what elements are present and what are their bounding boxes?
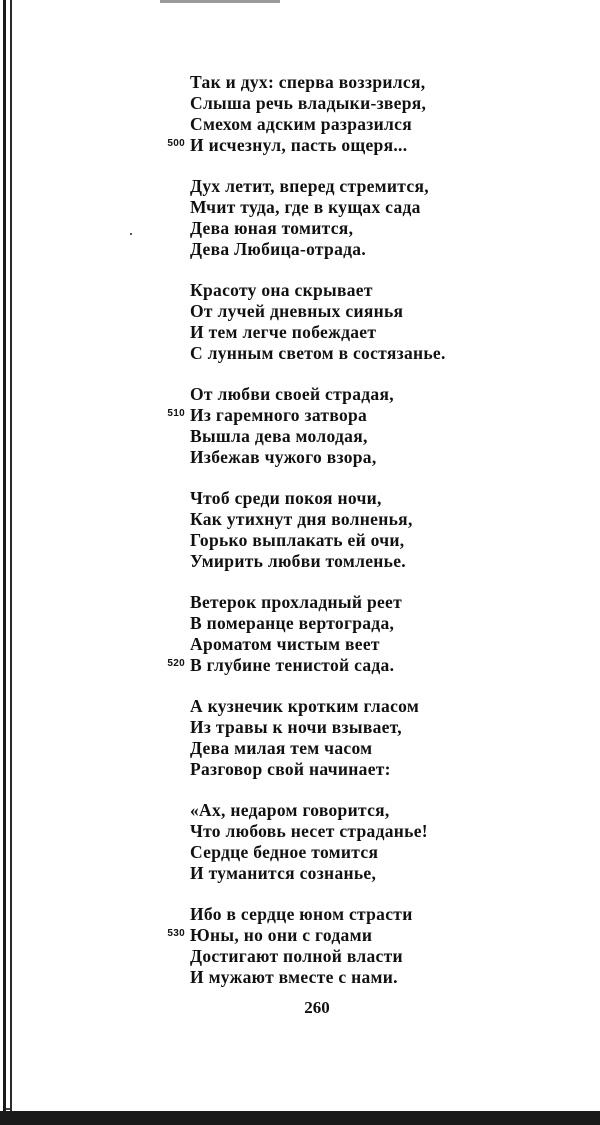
verse-line (0, 447, 600, 468)
verse-text: Дева милая тем часом (190, 738, 373, 758)
verse-text: Слыша речь владыки-зверя, (190, 93, 427, 113)
line-number: 500 (167, 138, 185, 149)
verse-line (0, 904, 600, 925)
stanza (0, 176, 600, 260)
verse-text: А кузнечик кротким гласом (190, 696, 420, 716)
verse-line (0, 863, 600, 884)
verse-line (0, 759, 600, 780)
verse-line (0, 280, 600, 301)
verse-text: И исчезнул, пасть ощеря... (190, 135, 408, 155)
verse-line (0, 634, 600, 655)
verse-line (0, 93, 600, 114)
stanza (0, 592, 600, 676)
verse-text: И тем легче побеждает (190, 322, 377, 342)
verse-text: Избежав чужого взора, (190, 447, 377, 467)
verse-line (0, 488, 600, 509)
poem-text (0, 72, 600, 1008)
verse-line (0, 925, 600, 946)
verse-text: Юны, но они с годами (190, 925, 373, 945)
verse-line (0, 176, 600, 197)
scan-edge-mark (160, 0, 280, 3)
verse-text: От лучей дневных сиянья (190, 301, 404, 321)
verse-text: Мчит туда, где в кущах сада (190, 197, 421, 217)
verse-text: Ветерок прохладный реет (190, 592, 403, 612)
stanza (0, 72, 600, 156)
verse-line (0, 967, 600, 988)
verse-line (0, 322, 600, 343)
verse-text: Дева Любица-отрада. (190, 239, 366, 259)
verse-line (0, 197, 600, 218)
verse-text: Чтоб среди покоя ночи, (190, 488, 382, 508)
verse-text: Умирить любви томленье. (190, 551, 406, 571)
verse-text: И туманится сознанье, (190, 863, 377, 883)
verse-line (0, 696, 600, 717)
verse-line (0, 592, 600, 613)
verse-line (0, 114, 600, 135)
line-number: 530 (167, 928, 185, 939)
verse-text: Ароматом чистым веет (190, 634, 380, 654)
verse-text: Достигают полной власти (190, 946, 403, 966)
verse-text: Разговор свой начинает: (190, 759, 391, 779)
verse-text: Что любовь несет страданье! (190, 821, 428, 841)
line-number: 520 (167, 658, 185, 669)
verse-line (0, 800, 600, 821)
verse-text: В глубине тенистой сада. (190, 655, 395, 675)
stanza (0, 280, 600, 364)
verse-text: Смехом адским разразился (190, 114, 412, 134)
verse-line (0, 218, 600, 239)
verse-text: Вышла дева молодая, (190, 426, 368, 446)
verse-text: Так и дух: сперва воззрился, (190, 72, 426, 92)
verse-line (0, 72, 600, 93)
verse-line (0, 530, 600, 551)
verse-line (0, 301, 600, 322)
page-number: 260 (304, 998, 330, 1017)
verse-text: И мужают вместе с нами. (190, 967, 398, 987)
verse-line (0, 405, 600, 426)
scan-tick (6, 1108, 10, 1110)
verse-text: Из травы к ночи взывает, (190, 717, 402, 737)
verse-text: Дева юная томится, (190, 218, 354, 238)
verse-line (0, 551, 600, 572)
verse-text: От любви своей страдая, (190, 384, 394, 404)
stanza (0, 696, 600, 780)
verse-text: Сердце бедное томится (190, 842, 379, 862)
verse-text: В померанце вертограда, (190, 613, 395, 633)
verse-line (0, 655, 600, 676)
verse-line (0, 946, 600, 967)
verse-line (0, 717, 600, 738)
verse-text: Дух летит, вперед стремится, (190, 176, 429, 196)
verse-line (0, 509, 600, 530)
verse-line (0, 426, 600, 447)
line-number: 510 (167, 408, 185, 419)
page-bottom-rule (0, 1111, 600, 1125)
verse-line (0, 135, 600, 156)
verse-line (0, 821, 600, 842)
stanza (0, 800, 600, 884)
verse-text: Красоту она скрывает (190, 280, 373, 300)
stanza (0, 904, 600, 988)
verse-line (0, 738, 600, 759)
verse-text: Ибо в сердце юном страсти (190, 904, 413, 924)
verse-text: Из гаремного затвора (190, 405, 368, 425)
verse-text: «Ах, недаром говорится, (190, 800, 390, 820)
verse-line (0, 613, 600, 634)
verse-line (0, 239, 600, 260)
verse-line (0, 343, 600, 364)
stanza (0, 384, 600, 468)
verse-text: Горько выплакать ей очи, (190, 530, 405, 550)
verse-line (0, 842, 600, 863)
verse-line (0, 384, 600, 405)
verse-text: С лунным светом в состязанье. (190, 343, 446, 363)
stanza (0, 488, 600, 572)
verse-text: Как утихнут дня волненья, (190, 509, 413, 529)
